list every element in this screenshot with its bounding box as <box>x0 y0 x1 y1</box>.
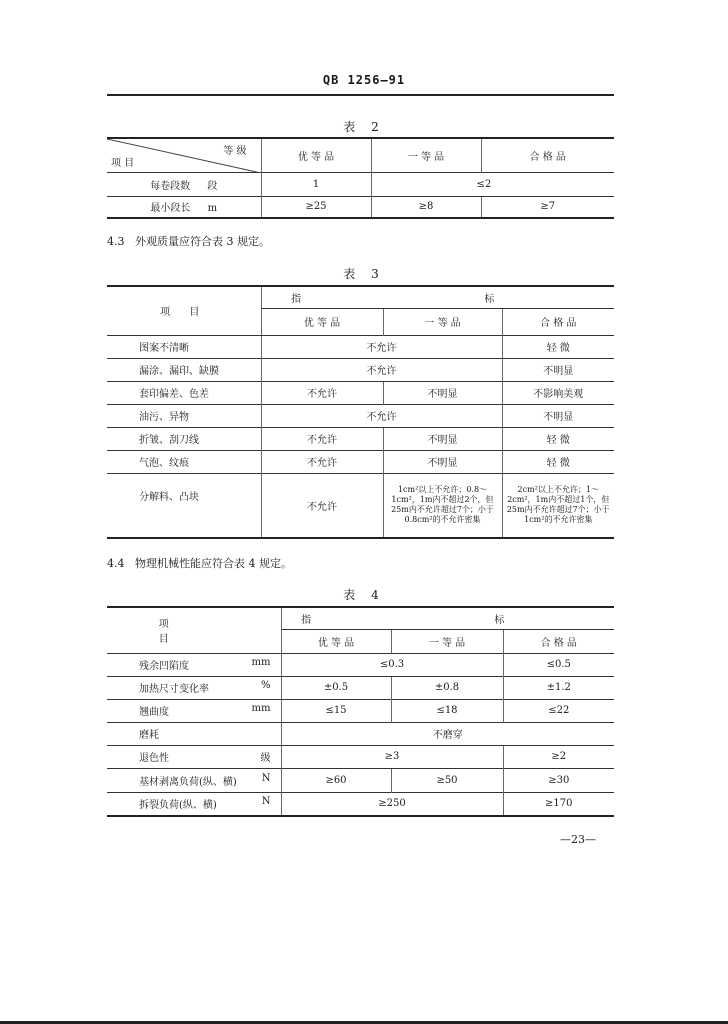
table4-col-header: 一 等 品 <box>391 629 503 653</box>
table-row <box>107 427 614 450</box>
table-row <box>107 358 614 381</box>
table-row <box>107 792 614 816</box>
corner-top-label: 等 级 <box>223 146 247 157</box>
table-cell: ≥8 <box>371 196 481 218</box>
table-cell: 轻 微 <box>502 450 614 473</box>
table-cell: ±0.8 <box>391 676 503 699</box>
table-cell: ≥25 <box>261 196 371 218</box>
table-cell: ≤0.3 <box>281 653 503 676</box>
row-label: 图案不清晰 <box>107 335 261 358</box>
table2 <box>107 137 614 219</box>
index-header-text: 指 标 <box>301 614 595 626</box>
clause-4-4 <box>107 555 292 571</box>
table-cell: ≤15 <box>281 699 391 722</box>
table-cell: 1 <box>261 172 371 196</box>
table-cell: ≤0.5 <box>503 653 614 676</box>
table-cell: ±1.2 <box>503 676 614 699</box>
table-row <box>107 404 614 427</box>
row-label <box>107 676 281 699</box>
table-cell: ≥170 <box>503 792 614 816</box>
item-header-text: 项 目 <box>158 619 229 646</box>
table3-col-header: 优 等 品 <box>261 308 383 335</box>
table3-col-header: 一 等 品 <box>383 308 502 335</box>
table-cell: ≥7 <box>481 196 614 218</box>
table-cell: 不允许 <box>261 358 502 381</box>
table-row <box>107 335 614 358</box>
clause-number: 4.4 <box>107 557 125 570</box>
table-cell: 不明显 <box>383 427 502 450</box>
table-row <box>107 699 614 722</box>
standard-code: QB 1256—91 <box>322 73 406 87</box>
table-cell: 不磨穿 <box>281 722 614 745</box>
row-label-text: 最小段长 <box>150 203 191 215</box>
table-cell: 轻 微 <box>502 427 614 450</box>
page-number: —23— <box>560 833 596 846</box>
row-label <box>107 722 281 745</box>
table-cell-note: 1cm²以上不允许；0.8～1cm²，1m内不超过2个，但25m内不允许超过7个；小于0.8cm²的不允许密集 <box>383 473 502 538</box>
table-cell: ±0.5 <box>281 676 391 699</box>
table-cell-note: 2cm²以上不允许；1～2cm²，1m内不超过1个，但25m内不允许超过7个；小于1cm²的不允许密集 <box>502 473 614 538</box>
row-label-text: 拆裂负荷(纵、横) <box>139 800 217 812</box>
index-header-text: 指 标 <box>291 293 585 305</box>
table-cell: 不允许 <box>261 404 502 427</box>
table4-index-header <box>281 607 614 629</box>
row-label: 气泡、纹痕 <box>107 450 261 473</box>
table3-item-header <box>107 286 261 335</box>
row-label: 油污、异物 <box>107 404 261 427</box>
table-cell: 轻 微 <box>502 335 614 358</box>
row-label-text: 残余凹陷度 <box>139 661 189 672</box>
table4-header-row <box>107 607 614 629</box>
table-cell: ≤22 <box>503 699 614 722</box>
table-cell: 不明显 <box>383 381 502 404</box>
clause-text: 外观质量应符合表 3 规定。 <box>135 235 270 248</box>
corner-bottom-label: 项 目 <box>111 157 135 169</box>
table-cell: 不允许 <box>261 427 383 450</box>
item-header-text: 项 目 <box>160 307 208 319</box>
table-row <box>107 653 614 676</box>
clause-text: 物理机械性能应符合表 4 规定。 <box>135 557 292 570</box>
table-row <box>107 722 614 745</box>
table3-col-header: 合 格 品 <box>502 308 614 335</box>
table-cell: 不允许 <box>261 381 383 404</box>
table4 <box>107 606 614 817</box>
table3-caption: 表 3 <box>343 267 385 281</box>
row-unit: mm <box>251 657 271 668</box>
table3-header-row <box>107 286 614 308</box>
table3-index-header <box>261 286 614 308</box>
table-cell: ≥2 <box>503 745 614 768</box>
table-row <box>107 676 614 699</box>
table2-col-header: 一 等 品 <box>371 138 481 172</box>
row-unit: N <box>261 796 271 808</box>
table-cell: ≤2 <box>371 172 614 196</box>
row-unit: N <box>261 772 271 784</box>
row-label-text: 翘曲度 <box>139 707 169 718</box>
clause-number: 4.3 <box>107 235 125 248</box>
row-label <box>107 653 281 676</box>
row-label-text: 加热尺寸变化率 <box>139 684 209 695</box>
row-label <box>107 745 281 768</box>
row-label-text: 磨耗 <box>139 730 159 741</box>
clause-4-3 <box>107 233 270 249</box>
table2-caption: 表 2 <box>343 120 385 134</box>
row-label <box>107 768 281 792</box>
row-unit: 级 <box>260 753 271 764</box>
table2-col-header: 合 格 品 <box>481 138 614 172</box>
table-cell: 不明显 <box>502 358 614 381</box>
table-cell: ≤18 <box>391 699 503 722</box>
row-label <box>107 792 281 816</box>
table-cell: ≥60 <box>281 768 391 792</box>
table3 <box>107 285 614 539</box>
table2-header-row <box>107 138 614 172</box>
table-row <box>107 450 614 473</box>
table-row <box>107 381 614 404</box>
row-label-text: 退色性 <box>139 753 169 764</box>
table-cell: 不允许 <box>261 450 383 473</box>
table-row <box>107 473 614 538</box>
table-cell: 不影响美观 <box>502 381 614 404</box>
table-cell: 不明显 <box>383 450 502 473</box>
table-cell: 不明显 <box>502 404 614 427</box>
table-cell: ≥250 <box>281 792 503 816</box>
table-row <box>107 768 614 792</box>
table-row <box>107 196 614 218</box>
header-rule <box>107 94 614 96</box>
row-label-text: 每卷段数 <box>150 180 191 192</box>
row-unit: 段 <box>207 180 218 192</box>
row-unit: % <box>260 680 271 691</box>
table-cell: 不允许 <box>261 335 502 358</box>
row-label <box>107 699 281 722</box>
table2-row-label <box>107 196 261 218</box>
row-label: 分解料、凸块 <box>107 473 261 538</box>
row-label-text: 基材剥离负荷(纵、横) <box>139 776 237 788</box>
table2-col-header: 优 等 品 <box>261 138 371 172</box>
table4-col-header: 优 等 品 <box>281 629 391 653</box>
table4-col-header: 合 格 品 <box>503 629 614 653</box>
row-label: 漏涂、漏印、缺膜 <box>107 358 261 381</box>
row-label: 套印偏差、色差 <box>107 381 261 404</box>
table2-corner-cell <box>107 138 261 172</box>
table-cell: ≥3 <box>281 745 503 768</box>
table4-caption: 表 4 <box>343 588 385 602</box>
table-row <box>107 172 614 196</box>
row-unit: m <box>207 203 218 215</box>
row-unit: mm <box>251 703 271 714</box>
row-label: 折皱、刮刀线 <box>107 427 261 450</box>
table4-item-header <box>107 607 281 653</box>
table2-row-label <box>107 172 261 196</box>
table-cell: ≥30 <box>503 768 614 792</box>
table-cell: ≥50 <box>391 768 503 792</box>
table-row <box>107 745 614 768</box>
table-cell: 不允许 <box>261 473 383 538</box>
